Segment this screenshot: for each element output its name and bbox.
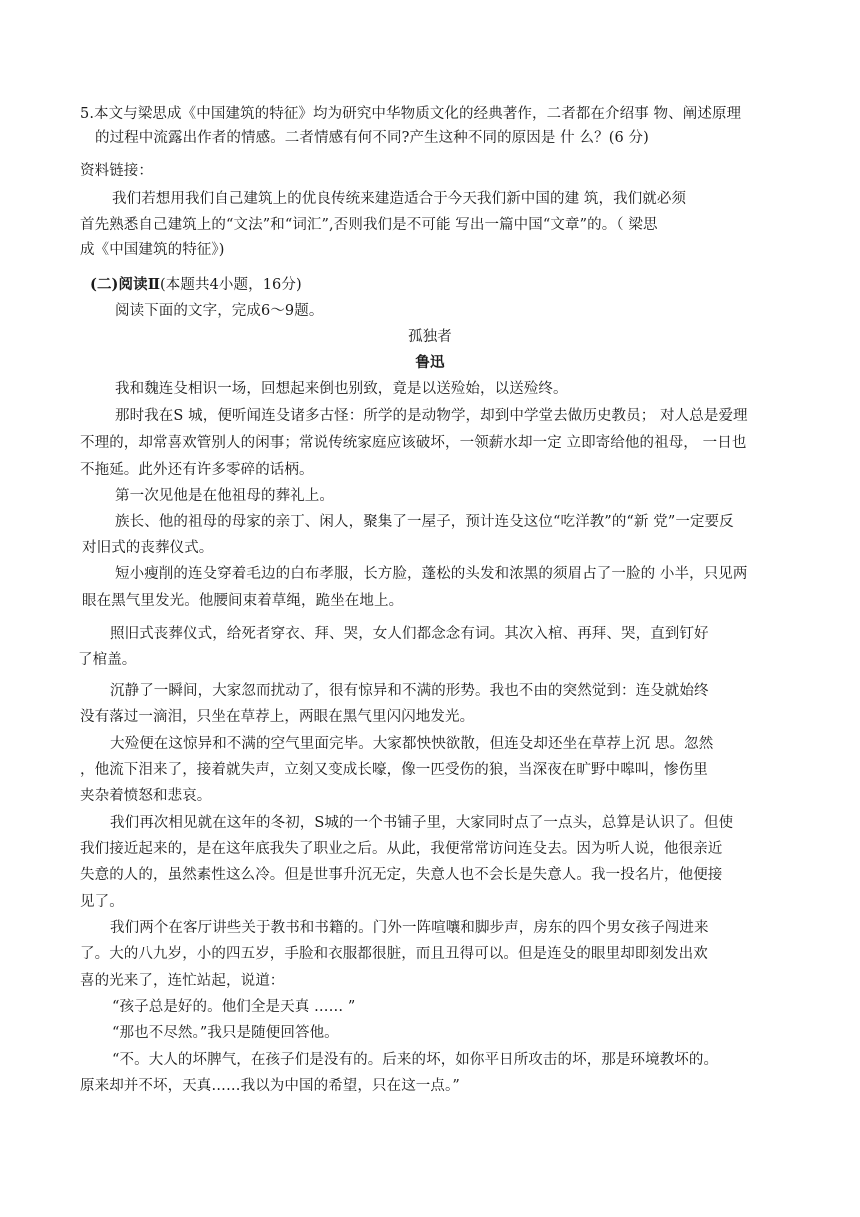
resource-line-3: 成《中国建筑的特征》) bbox=[80, 242, 225, 258]
article-line: 那时我在S 城，便听闻连殳诸多古怪：所学的是动物学，却到中学堂去做历史教员； 对人总是爱理 bbox=[115, 408, 748, 424]
resource-heading: 资料链接： bbox=[80, 163, 153, 179]
article-line: 了棺盖。 bbox=[78, 652, 137, 668]
question-5-line-1: 5.本文与梁思成《中国建筑的特征》均为研究中华物质文化的经典著作，二者都在介绍事 物、阐述原理 bbox=[80, 106, 742, 122]
article-line: 失意的人的，虽然素性这么冷。但是世事升沉无定，失意人也不会长是失意人。我一投名片，他便接 bbox=[80, 867, 723, 883]
article-line: “孩子总是好的。他们全是天真 …… ” bbox=[112, 999, 356, 1015]
article-line: ，他流下泪来了，接着就失声，立刻又变成长嚎，像一匹受伤的狼，当深夜在旷野中嗥叫，惨伤里 bbox=[80, 762, 708, 778]
section-2-label: (二)阅读Ⅱ bbox=[90, 276, 161, 293]
article-line: 我们再次相见就在这年的冬初，S城的一个书铺子里，大家同时点了一点头，总算是认识了。但使 bbox=[110, 815, 734, 831]
section-2-instruction: 阅读下面的文字，完成6～9题。 bbox=[115, 303, 324, 319]
article-author: 鲁迅 bbox=[415, 354, 445, 371]
article-line: 大殓便在这惊异和不满的空气里面完毕。大家都怏怏欲散，但连殳却还坐在草荐上沉 思。忽然 bbox=[110, 736, 714, 752]
article-line: 第一次见他是在他祖母的葬礼上。 bbox=[115, 488, 334, 504]
article-line: 不拖延。此外还有许多零碎的话柄。 bbox=[80, 462, 314, 478]
article-title: 孤独者 bbox=[408, 329, 452, 345]
article-line: 不理的，却常喜欢管别人的闲事；常说传统家庭应该破坏，一领薪水却一定 立即寄给他的祖母， 一日也 bbox=[80, 435, 747, 451]
article-line: 族长、他的祖母的母家的亲丁、闲人，聚集了一屋子，预计连殳这位“吃洋教”的“新 党”一定要反 bbox=[115, 514, 734, 530]
resource-line-2: 首先熟悉自己建筑上的“文法”和“词汇”,否则我们是不可能 写出一篇中国“文章”的。（ 梁思 bbox=[80, 217, 658, 233]
article-line: “那也不尽然。”我只是随便回答他。 bbox=[112, 1025, 339, 1041]
question-5-line-2: 的过程中流露出作者的情感。二者情感有何不同?产生这种不同的原因是 什 么？(6 分) bbox=[95, 130, 649, 146]
section-2-heading bbox=[90, 275, 302, 295]
article-line: 没有落过一滴泪，只坐在草荐上，两眼在黑气里闪闪地发光。 bbox=[80, 709, 475, 725]
article-line: 短小瘦削的连殳穿着毛边的白布孝服，长方脸，蓬松的头发和浓黑的须眉占了一脸的 小半，只见两 bbox=[115, 566, 748, 582]
article-line: 照旧式丧葬仪式，给死者穿衣、拜、哭，女人们都念念有词。其次入棺、再拜、哭，直到钉好 bbox=[110, 626, 709, 642]
article-line: “不。大人的坏脾气，在孩子们是没有的。后来的坏，如你平日所攻击的坏，那是环境教坏的。 bbox=[112, 1052, 719, 1068]
resource-line-1: 我们若想用我们自己建筑上的优良传统来建造适合于今天我们新中国的建 筑，我们就必须 bbox=[112, 191, 687, 207]
article-line: 对旧式的丧葬仪式。 bbox=[82, 540, 214, 556]
article-line: 我和魏连殳相识一场，回想起来倒也别致，竟是以送殓始，以送殓终。 bbox=[115, 381, 568, 397]
article-line: 原来却并不坏，天真……我以为中国的希望，只在这一点。” bbox=[80, 1078, 460, 1094]
article-line: 喜的光来了，连忙站起，说道： bbox=[80, 973, 285, 989]
article-line: 眼在黑气里发光。他腰间束着草绳，跪坐在地上。 bbox=[82, 593, 404, 609]
article-line: 夹杂着愤怒和悲哀。 bbox=[80, 788, 212, 804]
article-line: 我们接近起来的，是在这年底我失了职业之后。从此，我便常常访问连殳去。因为听人说，他很亲近 bbox=[80, 841, 723, 857]
article-line: 沉静了一瞬间，大家忽而扰动了，很有惊异和不满的形势。我也不由的突然觉到：连殳就始终 bbox=[110, 683, 709, 699]
section-2-note: (本题共4小题，16分) bbox=[160, 277, 302, 293]
article-line: 我们两个在客厅讲些关于教书和书籍的。门外一阵喧嚷和脚步声，房东的四个男女孩子闯进来 bbox=[110, 920, 709, 936]
article-line: 见了。 bbox=[80, 894, 124, 910]
article-line: 了。大的八九岁，小的四五岁，手脸和衣服都很脏，而且丑得可以。但是连殳的眼里却即刻发出欢 bbox=[80, 946, 708, 962]
